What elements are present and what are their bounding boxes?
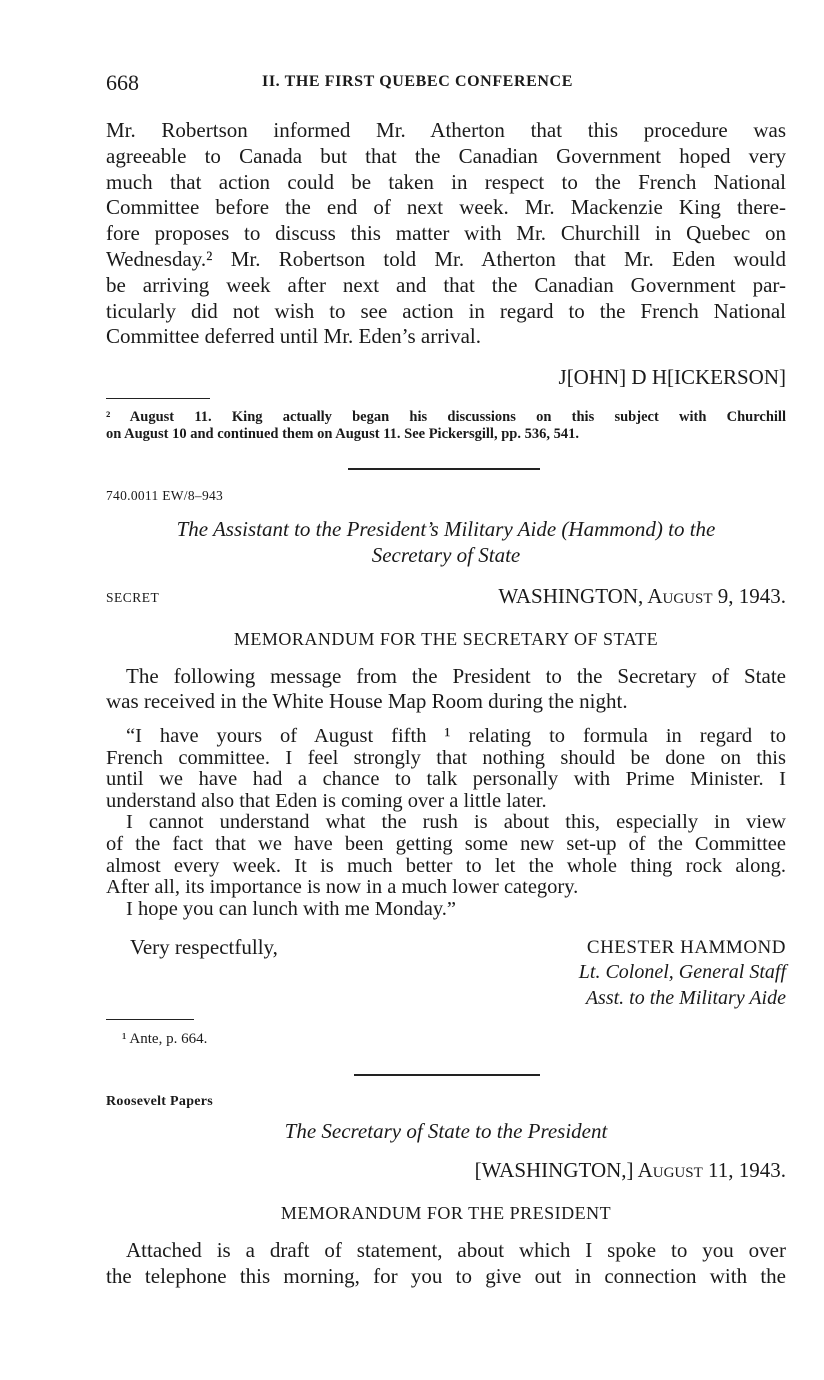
signature-initials: J[OHN] D H[ICKERSON] [558, 365, 786, 389]
dateline: WASHINGTON, August 9, 1943. [498, 584, 786, 608]
text-line: The following message from the President to the Secretary of State [126, 664, 786, 688]
text-line: Mr. Robertson informed Mr. Atherton that this procedure was [106, 118, 786, 142]
text-line: I hope you can lunch with me Monday.” [126, 897, 457, 920]
body-paragraph [106, 1238, 786, 1290]
text-line: be arriving week after next and that the Canadian Government par- [106, 272, 786, 297]
signer-title: Asst. to the Military Aide [585, 987, 786, 1009]
footnote-rule [106, 1019, 194, 1020]
footnote-2 [106, 409, 786, 443]
carryover-paragraph [106, 118, 786, 350]
text-line: fore proposes to discuss this matter with Mr. Churchill in Quebec on [106, 221, 786, 246]
text-line: “I have yours of August fifth ¹ relating to formula in regard to [126, 725, 786, 747]
text-line: was received in the White House Map Room during the night. [106, 689, 628, 713]
text-line: French committee. I feel strongly that nothing should be done on this [106, 746, 786, 769]
title-line: The Assistant to the President’s Military Aide (Hammond) to the [176, 517, 716, 541]
text-line: Attached is a draft of statement, about which I spoke to you over [126, 1238, 786, 1262]
text-line: much that action could be taken in respect to the French National [106, 169, 786, 194]
text-line: agreeable to Canada but that the Canadian Government hoped very [106, 143, 786, 168]
source-label: Roosevelt Papers [106, 1094, 214, 1109]
signer-title: Lt. Colonel, General Staff [578, 961, 786, 983]
dateline: [WASHINGTON,] August 11, 1943. [474, 1158, 786, 1182]
quoted-message [106, 726, 786, 920]
intro-paragraph [106, 664, 786, 714]
section-separator [348, 468, 540, 470]
text-line: the telephone this morning, for you to give out in connection with the [106, 1263, 786, 1288]
text-line: understand also that Eden is coming over a little later. [106, 789, 547, 812]
running-title: II. THE FIRST QUEBEC CONFERENCE [262, 73, 573, 90]
text-line: Committee before the end of next week. Mr. Mackenzie King there- [106, 195, 786, 220]
document-title [106, 516, 786, 568]
signer-name: CHESTER HAMMOND [586, 937, 786, 958]
footnote-line: on August 10 and continued them on August 11. See Pickersgill, pp. 536, 541. [106, 426, 579, 442]
memo-heading: MEMORANDUM FOR THE SECRETARY OF STATE [233, 629, 659, 649]
footnote-rule [106, 398, 210, 399]
closing: Very respectfully, [130, 935, 278, 959]
text-line: Wednesday.² Mr. Robertson told Mr. Atherton that Mr. Eden would [106, 246, 786, 271]
text-line: I cannot understand what the rush is about this, especially in view [126, 811, 786, 834]
text-line: of the fact that we have been getting some new set-up of the Committee [106, 832, 786, 855]
text-line: ticularly did not wish to see action in regard to the French National [106, 298, 786, 323]
text-line: almost every week. It is much better to let the whole thing rock along. [106, 854, 786, 877]
title-line: Secretary of State [371, 543, 521, 567]
text-line: Committee deferred until Mr. Eden’s arrival. [106, 324, 481, 349]
memo-heading: MEMORANDUM FOR THE PRESIDENT [280, 1203, 612, 1223]
footnote-line: ² August 11. King actually began his discussions on this subject with Churchill [106, 409, 786, 425]
text-line: After all, its importance is now in a much lower category. [106, 876, 579, 899]
section-separator [354, 1074, 540, 1076]
page-number: 668 [106, 70, 139, 95]
footnote-1: ¹ Ante, p. 664. [122, 1031, 208, 1047]
text-line: until we have had a chance to talk personally with Prime Minister. I [106, 768, 786, 791]
classification: SECRET [106, 590, 160, 605]
file-number: 740.0011 EW/8–943 [106, 488, 224, 503]
document-title: The Secretary of State to the President [284, 1119, 608, 1143]
